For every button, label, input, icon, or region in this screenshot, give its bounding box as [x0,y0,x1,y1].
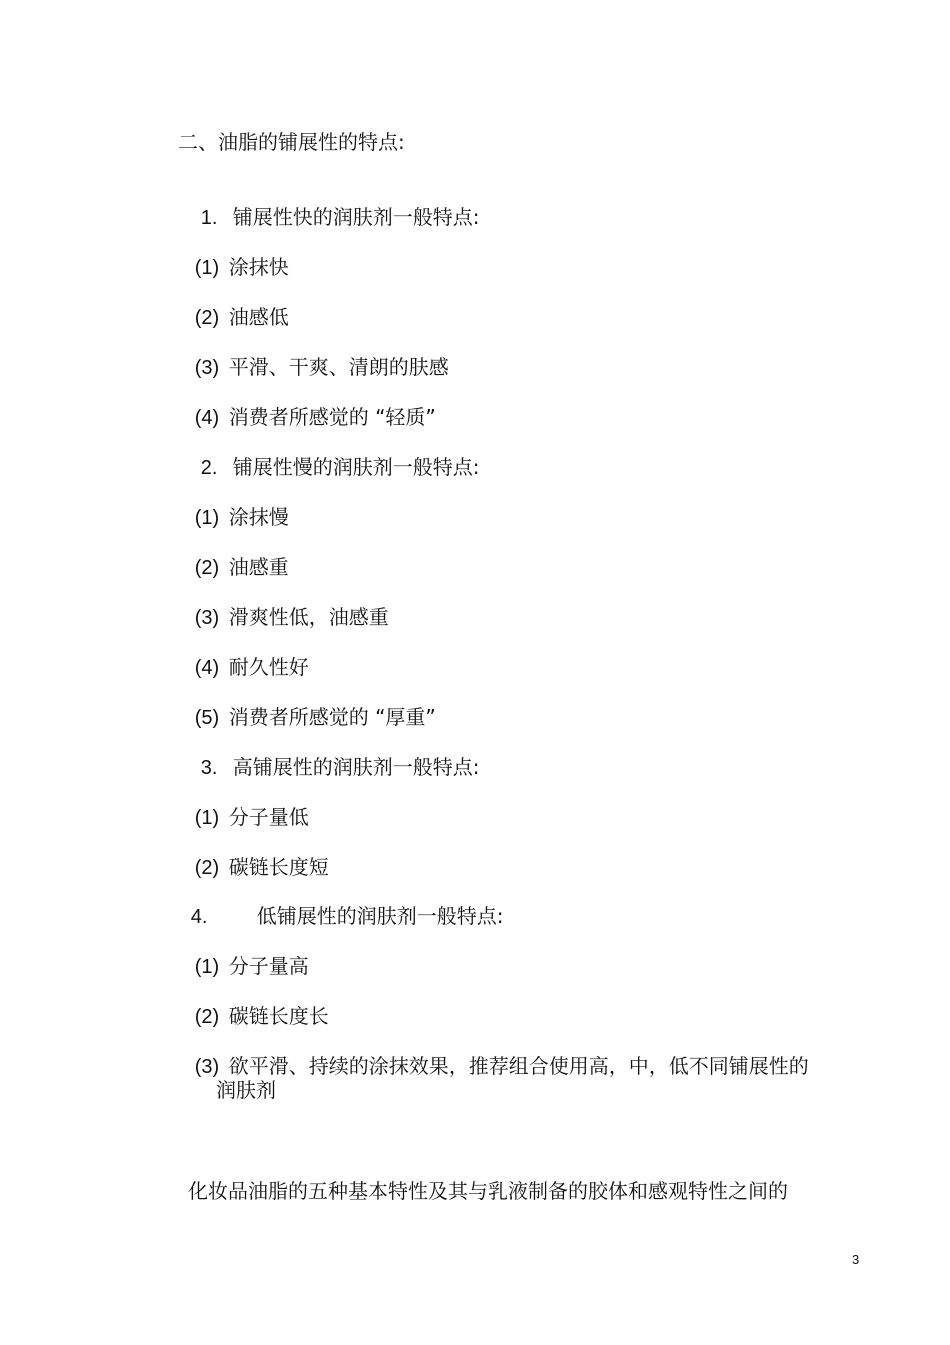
item-text: 碳链长度短 [228,855,329,879]
group-heading [188,181,479,230]
item-text: 涂抹慢 [228,505,289,529]
item-text: 分子量高 [228,954,309,978]
item-text: 欲平滑、持续的涂抹效果，推荐组合使用高，中，低不同铺展性的 [228,1054,809,1078]
section-title: 二、油脂的铺展性的特点: [178,130,405,154]
item-number: (5) [194,707,220,729]
list-item [182,531,289,580]
item-number: (1) [194,257,220,279]
group-number: 4. [190,906,208,928]
group-heading [188,431,479,480]
list-item [182,281,289,330]
item-text: 耐久性好 [228,655,309,679]
group-number: 3. [200,757,218,779]
item-number: (3) [194,607,220,629]
list-item [182,581,389,630]
item-number: (3) [194,357,220,379]
list-item [182,631,309,680]
group-heading-text: 低铺展性的润肤剂一般特点: [256,904,504,928]
list-item [182,381,436,430]
item-number: (2) [194,557,220,579]
item-number: (1) [194,807,220,829]
item-number: (2) [194,1006,220,1028]
item-number: (1) [194,956,220,978]
group-number: 2. [200,457,218,479]
item-text: 涂抹快 [228,255,289,279]
item-text: 油感重 [228,555,289,579]
item-text: 分子量低 [228,805,309,829]
item-text: 碳链长度长 [228,1004,329,1028]
list-item [182,930,309,979]
item-number: (1) [194,507,220,529]
list-item [182,331,449,380]
item-number: (4) [194,657,220,679]
group-heading [178,880,503,929]
page-number: 3 [852,1252,860,1267]
list-item [182,781,309,830]
item-number: (2) [194,307,220,329]
item-number: (2) [194,857,220,879]
list-item [182,831,329,880]
group-number: 1. [200,207,218,229]
item-text: 平滑、干爽、清朗的肤感 [228,355,449,379]
item-text: 消费者所感觉的 “厚重” [228,705,436,729]
group-heading-text: 铺展性慢的润肤剂一般特点: [232,455,480,479]
list-item-continuation: 润肤剂 [216,1078,276,1102]
list-item [182,681,436,730]
list-item [182,1030,809,1079]
list-item [182,481,289,530]
item-text: 消费者所感觉的 “轻质” [228,405,436,429]
item-text: 滑爽性低，油感重 [228,605,389,629]
item-number: (3) [194,1056,220,1078]
item-text: 油感低 [228,305,289,329]
group-heading [188,731,479,780]
list-item [182,231,289,280]
item-number: (4) [194,407,220,429]
group-heading-text: 高铺展性的润肤剂一般特点: [232,755,480,779]
closing-paragraph: 化妆品油脂的五种基本特性及其与乳液制备的胶体和感观特性之间的 [188,1179,788,1203]
list-item [182,980,329,1029]
group-heading-text: 铺展性快的润肤剂一般特点: [232,205,480,229]
